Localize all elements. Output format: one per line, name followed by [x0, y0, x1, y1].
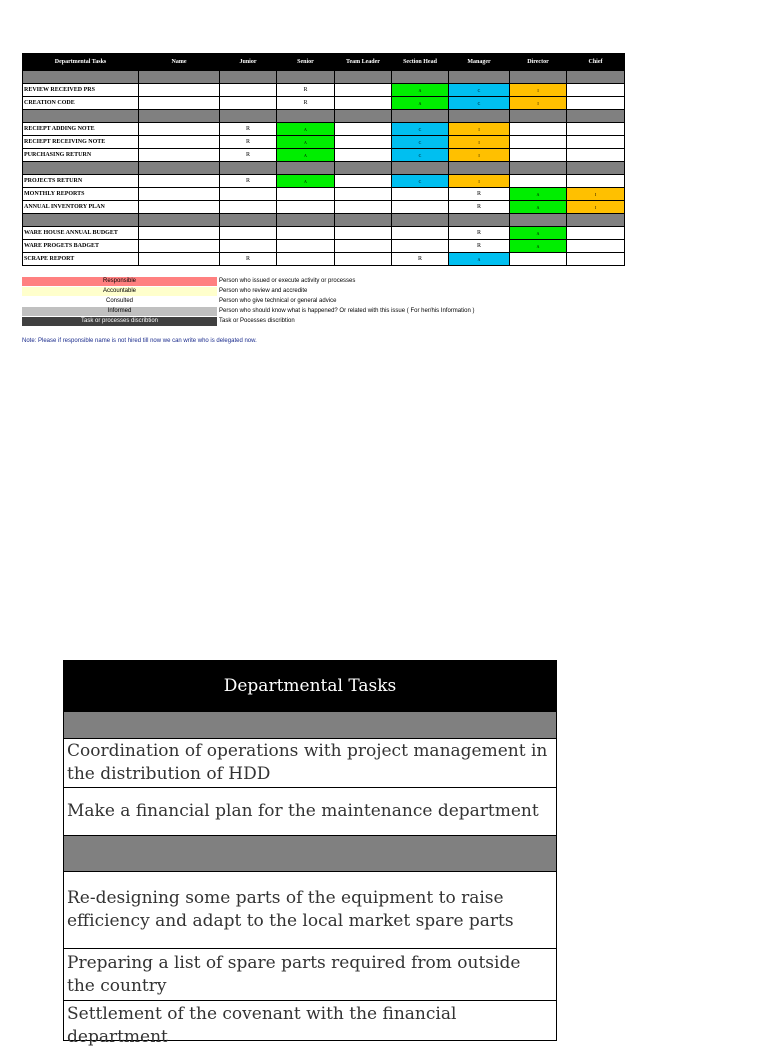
separator-cell — [23, 110, 139, 123]
separator-cell — [567, 110, 625, 123]
zoomed-task-row — [63, 949, 557, 1001]
separator-cell — [220, 110, 277, 123]
role-cell — [510, 123, 567, 136]
separator-cell — [392, 214, 449, 227]
role-cell — [567, 253, 625, 266]
role-cell — [510, 149, 567, 162]
legend-swatch-label: Informed — [22, 307, 217, 316]
separator-cell — [510, 110, 567, 123]
role-cell: A — [510, 227, 567, 240]
zoomed-task-list — [63, 660, 557, 1047]
table-row — [23, 97, 625, 110]
separator-cell — [335, 214, 392, 227]
role-cell: R — [220, 175, 277, 188]
legend-description: Person who review and accredite — [219, 288, 308, 294]
role-cell: C — [449, 97, 510, 110]
separator-cell — [277, 214, 335, 227]
separator-cell — [139, 162, 220, 175]
separator-cell — [220, 71, 277, 84]
table-row — [23, 188, 625, 201]
role-cell — [567, 240, 625, 253]
role-cell — [139, 97, 220, 110]
role-cell: C — [392, 123, 449, 136]
legend-description: Person who should know what is happened? Or related with this issue ( For her/his Information ) — [219, 308, 475, 314]
separator-cell — [335, 162, 392, 175]
role-cell — [220, 97, 277, 110]
role-cell — [392, 240, 449, 253]
separator-cell — [23, 71, 139, 84]
separator-cell — [220, 214, 277, 227]
role-cell — [220, 240, 277, 253]
role-cell: R — [220, 123, 277, 136]
zoomed-task-row — [63, 872, 557, 949]
legend-swatch-label: Consulted — [22, 297, 217, 306]
role-cell — [392, 201, 449, 214]
separator-cell — [567, 71, 625, 84]
separator-cell — [449, 214, 510, 227]
role-cell — [510, 253, 567, 266]
zoomed-task-text: Coordination of operations with project management in the distribution of HDD — [67, 741, 548, 784]
role-cell — [335, 188, 392, 201]
role-cell — [139, 201, 220, 214]
separator-cell — [567, 214, 625, 227]
column-header: Name — [139, 54, 220, 71]
role-cell: A — [510, 188, 567, 201]
legend-swatch-label: Task or processes discribtion — [22, 317, 217, 326]
role-cell — [335, 253, 392, 266]
task-name-cell: WARE HOUSE ANNUAL BUDGET — [23, 227, 139, 240]
legend-swatch-label: Accountable — [22, 287, 217, 296]
legend-description: Person who give technical or general advice — [219, 298, 337, 304]
role-cell: R — [220, 149, 277, 162]
table-row — [23, 227, 625, 240]
role-cell — [139, 253, 220, 266]
task-name-cell: PURCHASING RETURN — [23, 149, 139, 162]
role-cell: R — [392, 253, 449, 266]
role-cell — [335, 227, 392, 240]
role-cell: I — [567, 188, 625, 201]
role-cell: A — [392, 84, 449, 97]
role-cell: R — [449, 201, 510, 214]
role-cell: A — [277, 175, 335, 188]
task-name-cell: SCRAPE REPORT — [23, 253, 139, 266]
raci-table — [22, 53, 625, 266]
separator-cell — [139, 110, 220, 123]
separator-cell — [139, 214, 220, 227]
role-cell — [567, 123, 625, 136]
role-cell: C — [449, 84, 510, 97]
role-cell — [335, 97, 392, 110]
table-row — [23, 240, 625, 253]
role-cell: I — [449, 149, 510, 162]
zoomed-task-text: Make a financial plan for the maintenance department — [67, 801, 539, 821]
separator-cell — [335, 71, 392, 84]
column-header: Departmental Tasks — [23, 54, 139, 71]
section-separator-row — [23, 214, 625, 227]
delegation-note: Note: Please if responsible name is not hired till now we can write who is delegated now. — [22, 338, 257, 344]
table-row — [23, 253, 625, 266]
zoomed-separator — [63, 712, 557, 739]
role-cell — [139, 240, 220, 253]
role-cell — [392, 188, 449, 201]
separator-cell — [277, 110, 335, 123]
role-cell: R — [277, 97, 335, 110]
task-name-cell: MONTHLY REPORTS — [23, 188, 139, 201]
role-cell — [567, 136, 625, 149]
role-cell — [335, 240, 392, 253]
table-row — [23, 201, 625, 214]
legend-swatch-label: Responsible — [22, 277, 217, 286]
zoomed-task-row — [63, 1001, 557, 1047]
separator-cell — [23, 162, 139, 175]
separator-cell — [277, 162, 335, 175]
table-row — [23, 84, 625, 97]
role-cell — [139, 188, 220, 201]
task-name-cell: PROJECTS RETURN — [23, 175, 139, 188]
role-cell — [139, 149, 220, 162]
role-cell: A — [510, 240, 567, 253]
role-cell — [277, 240, 335, 253]
role-cell: R — [449, 188, 510, 201]
role-cell — [139, 227, 220, 240]
zoomed-header: Departmental Tasks — [63, 660, 557, 712]
role-cell: R — [449, 240, 510, 253]
role-cell — [567, 175, 625, 188]
role-cell: A — [277, 149, 335, 162]
separator-cell — [510, 71, 567, 84]
zoomed-task-text: Settlement of the covenant with the financial department — [67, 1004, 457, 1047]
role-cell — [510, 175, 567, 188]
separator-cell — [449, 71, 510, 84]
task-name-cell: CREATION CODE — [23, 97, 139, 110]
legend-description: Person who issued or execute activity or processes — [219, 278, 356, 284]
role-cell — [277, 188, 335, 201]
role-cell — [567, 149, 625, 162]
role-cell: I — [449, 123, 510, 136]
role-cell: A — [277, 136, 335, 149]
role-cell — [139, 84, 220, 97]
section-separator-row — [23, 71, 625, 84]
role-cell — [510, 136, 567, 149]
role-cell: A — [449, 253, 510, 266]
section-separator-row — [23, 110, 625, 123]
column-header: Team Leader — [335, 54, 392, 71]
separator-cell — [510, 162, 567, 175]
separator-cell — [567, 162, 625, 175]
zoomed-task-row — [63, 739, 557, 788]
separator-cell — [23, 214, 139, 227]
role-cell: I — [567, 201, 625, 214]
column-header: Director — [510, 54, 567, 71]
role-cell — [567, 97, 625, 110]
task-name-cell: REVIEW RECEIVED PRS — [23, 84, 139, 97]
column-header: Junior — [220, 54, 277, 71]
role-cell — [220, 227, 277, 240]
role-cell — [335, 136, 392, 149]
separator-cell — [139, 71, 220, 84]
role-cell: R — [449, 227, 510, 240]
table-row — [23, 175, 625, 188]
column-header: Senior — [277, 54, 335, 71]
role-cell: R — [220, 253, 277, 266]
role-cell: A — [277, 123, 335, 136]
role-cell — [220, 84, 277, 97]
column-header: Manager — [449, 54, 510, 71]
role-cell — [220, 201, 277, 214]
role-cell — [335, 84, 392, 97]
role-cell: A — [510, 201, 567, 214]
task-name-cell: RECIEPT ADDING NOTE — [23, 123, 139, 136]
role-cell: I — [510, 97, 567, 110]
role-cell: R — [277, 84, 335, 97]
zoomed-task-row — [63, 788, 557, 836]
role-cell: I — [510, 84, 567, 97]
role-cell — [139, 136, 220, 149]
table-row — [23, 136, 625, 149]
separator-cell — [392, 162, 449, 175]
separator-cell — [510, 214, 567, 227]
role-cell — [392, 227, 449, 240]
role-cell: C — [392, 175, 449, 188]
zoomed-separator — [63, 836, 557, 872]
role-cell — [139, 175, 220, 188]
role-cell — [277, 253, 335, 266]
role-cell — [220, 188, 277, 201]
task-name-cell: WARE PROGETS BADGET — [23, 240, 139, 253]
column-header: Section Head — [392, 54, 449, 71]
role-cell — [567, 84, 625, 97]
separator-cell — [392, 71, 449, 84]
separator-cell — [277, 71, 335, 84]
separator-cell — [392, 110, 449, 123]
role-cell: I — [449, 136, 510, 149]
legend-description: Task or Pocesses discribtion — [219, 318, 295, 324]
table-row — [23, 123, 625, 136]
role-cell — [335, 201, 392, 214]
role-cell — [277, 201, 335, 214]
zoomed-task-text: Re-designing some parts of the equipment to raise efficiency and adapt to the local market spare parts — [67, 888, 514, 931]
table-header-row — [23, 54, 625, 71]
task-name-cell: RECIEPT RECEIVING NOTE — [23, 136, 139, 149]
separator-cell — [449, 110, 510, 123]
section-separator-row — [23, 162, 625, 175]
role-cell: C — [392, 136, 449, 149]
zoomed-task-text: Preparing a list of spare parts required from outside the country — [67, 952, 521, 996]
role-cell: C — [392, 149, 449, 162]
role-cell — [139, 123, 220, 136]
table-row — [23, 149, 625, 162]
role-cell — [335, 175, 392, 188]
role-cell: I — [449, 175, 510, 188]
separator-cell — [335, 110, 392, 123]
column-header: Chief — [567, 54, 625, 71]
role-cell: R — [220, 136, 277, 149]
task-name-cell: ANNUAL INVENTORY PLAN — [23, 201, 139, 214]
role-cell — [335, 149, 392, 162]
role-cell: A — [392, 97, 449, 110]
role-cell — [277, 227, 335, 240]
separator-cell — [220, 162, 277, 175]
role-cell — [335, 123, 392, 136]
separator-cell — [449, 162, 510, 175]
role-cell — [567, 227, 625, 240]
